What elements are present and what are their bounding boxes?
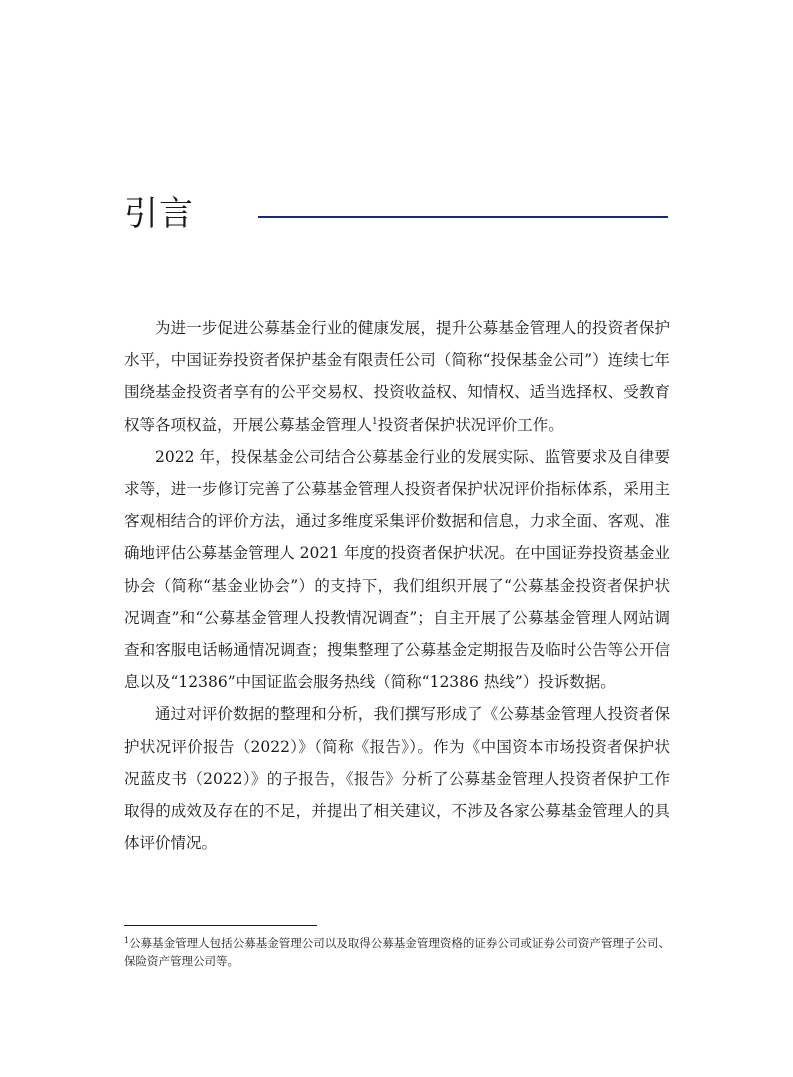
footnote [124,934,670,970]
paragraph-3: 通过对评价数据的整理和分析，我们撰写形成了《公募基金管理人投资者保护状况评价报告（2022）》（简称《报告》）。作为《中国资本市场投资者保护状况蓝皮书（2022）》的子报告，《报告》分析了公募基金管理人投资者保护工作取得的成效及存在的不足，并提出了相关建议，不涉及各家公募基金管理人的具体评价情况。 [124,705,670,853]
heading-rule [258,216,668,218]
footnote-text: 公募基金管理人包括公募基金管理公司以及取得公募基金管理资格的证券公司或证券公司资产管理子公司、保险资产管理公司等。 [124,936,670,968]
footnote-reference[interactable]: 1 [372,416,378,427]
paragraph-1-text-end: 投资者保护状况评价工作。 [377,415,564,434]
page-heading: 引言 [124,194,194,234]
paragraph-1 [124,312,670,441]
paragraph-1-text: 为进一步促进公募基金行业的健康发展，提升公募基金管理人的投资者保护水平，中国证券投资者保护基金有限责任公司（简称“投保基金公司”）连续七年围绕基金投资者享有的公平交易权、投资收益权、知情权、适当选择权、受教育权等各项权益，开展公募基金管理人 [124,319,670,434]
body-text [124,312,670,859]
paragraph-2: 2022 年，投保基金公司结合公募基金行业的发展实际、监管要求及自律要求等，进一步修订完善了公募基金管理人投资者保护状况评价指标体系，采用主客观相结合的评价方法，通过多维度采集评价数据和信息，力求全面、客观、准确地评估公募基金管理人 2021 年度的投资者保护状况。在中国证券投资基金业协会（简称“基金业协会”）的支持下，我们组织开展了“公募基金投资者保护状况调查”和“公募基金管理人投教情况调查”；自主开展了公募基金管理人网站调查和客服电话畅通情况调查；搜集整理了公募基金定期报告及临时公告等公开信息以及“12386”中国证监会服务热线（简称“12386 热线”）投诉数据。 [124,447,670,692]
footnote-rule [124,925,317,926]
footnote-marker: 1 [124,936,130,945]
